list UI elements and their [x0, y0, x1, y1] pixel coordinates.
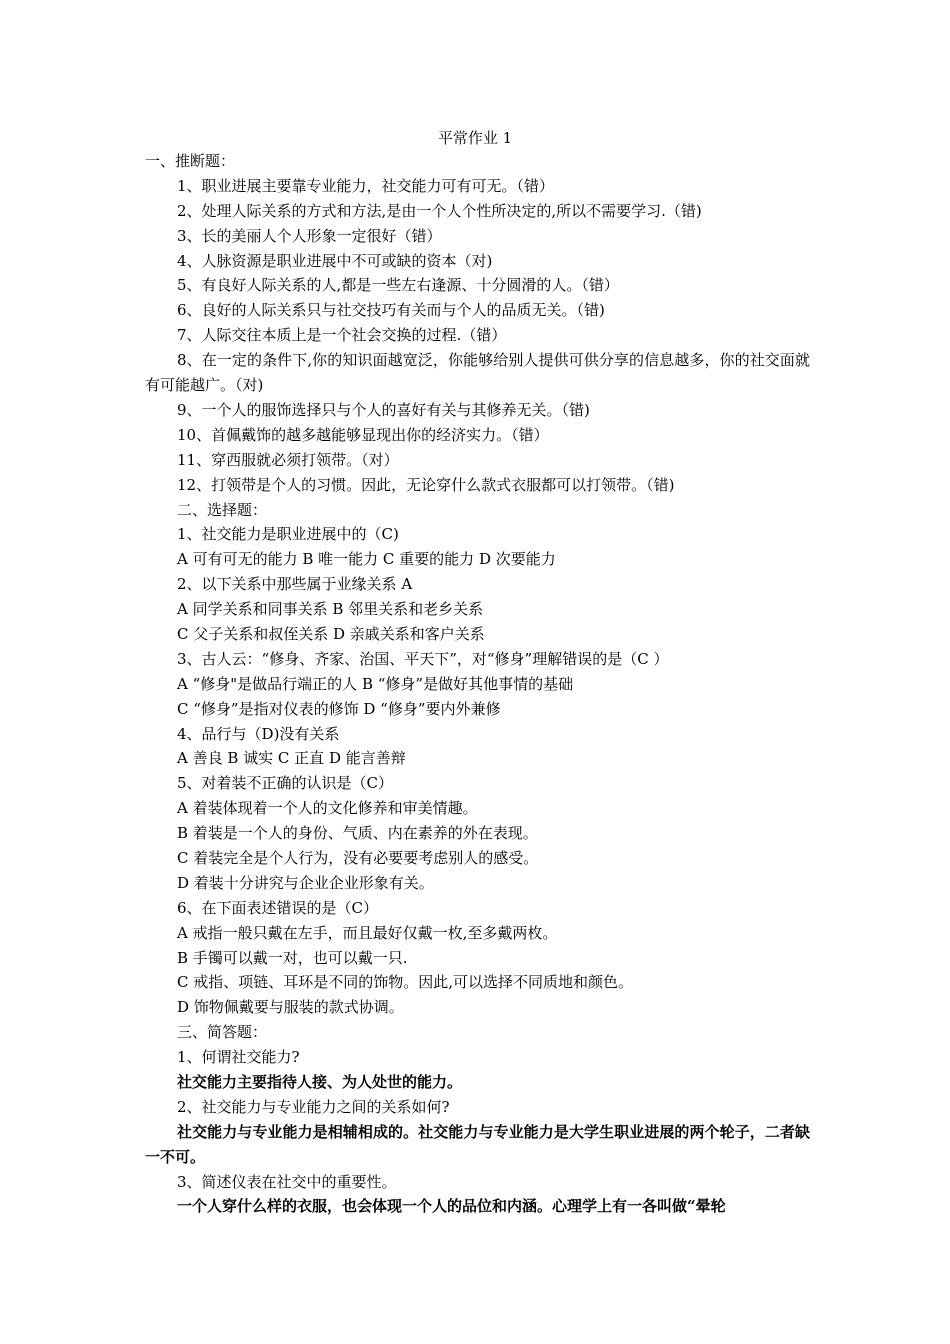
- judgment-item: 1、职业进展主要靠专业能力，社交能力可有可无。（错）: [177, 176, 555, 195]
- choice-line: A 同学关系和同事关系 B 邻里关系和老乡关系: [177, 600, 484, 619]
- section-heading-judgment: 一、推断题：: [145, 152, 236, 170]
- choice-line: A “修身"是做品行端正的人 B “修身”是做好其他事情的基础: [177, 674, 574, 693]
- choice-line: A 戒指一般只戴在左手，而且最好仅戴一枚,至多戴两枚。: [177, 923, 558, 942]
- judgment-item: 10、首佩戴饰的越多越能够显现出你的经济实力。（错）: [177, 425, 549, 444]
- section-heading-choice: 二、选择题：: [177, 500, 268, 519]
- judgment-item: 2、处理人际关系的方式和方法,是由一个人个性所决定的,所以不需要学习.（错): [177, 201, 702, 220]
- choice-line: 5、对着装不正确的认识是（C）: [177, 774, 394, 793]
- judgment-item: 8、在一定的条件下,你的知识面越宽泛，你能够给别人提供可供分享的信息越多，你的社交面就有可能越广。（对): [145, 351, 810, 395]
- choice-line: D 饰物佩戴要与服装的款式协调。: [177, 998, 404, 1017]
- judgment-item: 4、人脉资源是职业进展中不可或缺的资本（对): [177, 251, 493, 270]
- choice-line: A 可有可无的能力 B 唯一能力 C 重要的能力 D 次要能力: [177, 550, 556, 569]
- short-answer-answer: 社交能力与专业能力是相辅相成的。社交能力与专业能力是大学生职业进展的两个轮子，二者缺一不可。: [145, 1122, 810, 1166]
- choice-line: B 手镯可以戴一对，也可以戴一只.: [177, 948, 408, 967]
- judgment-item: 6、良好的人际关系只与社交技巧有关而与个人的品质无关。（错): [177, 301, 605, 320]
- judgment-item: 9、一个人的服饰选择只与个人的喜好有关与其修养无关。（错): [177, 400, 590, 419]
- judgment-item: 5、有良好人际关系的人,都是一些左右逢源、十分圆滑的人。（错）: [177, 276, 619, 295]
- judgment-item: 11、穿西服就必须打领带。（对）: [177, 450, 399, 469]
- page-title: 平常作业 1: [437, 129, 513, 147]
- choice-line: C 着装完全是个人行为，没有必要要考虑别人的感受。: [177, 848, 539, 867]
- short-answer-answer: 一个人穿什么样的衣服，也会体现一个人的品位和内涵。心理学上有一各叫做“晕轮: [177, 1197, 726, 1216]
- choice-line: A 着装体现着一个人的文化修养和审美情趣。: [177, 799, 478, 818]
- section-heading-short-answer: 三、简答题：: [177, 1023, 268, 1042]
- choice-line: 6、在下面表述错误的是（C）: [177, 898, 379, 917]
- choice-line: A 善良 B 诚实 C 正直 D 能言善辩: [177, 749, 406, 768]
- document-body: [145, 149, 810, 1219]
- choice-line: C 父子关系和叔侄关系 D 亲戚关系和客户关系: [177, 624, 485, 643]
- choice-line: B 着装是一个人的身份、气质、内在素养的外在表现。: [177, 824, 538, 843]
- judgment-item: 12、打领带是个人的习惯。因此，无论穿什么款式衣服都可以打领带。（错): [177, 475, 675, 494]
- choice-line: D 着装十分讲究与企业企业形象有关。: [177, 873, 434, 892]
- short-answer-question: 3、简述仪表在社交中的重要性。: [177, 1172, 397, 1191]
- choice-line: 3、古人云：“修身、齐家、治国、平天下”，对“修身”理解错误的是（C ）: [177, 649, 669, 668]
- choice-line: 4、品行与（D)没有关系: [177, 724, 340, 743]
- choice-line: C 戒指、项链、耳环是不同的饰物。因此,可以选择不同质地和颜色。: [177, 973, 634, 992]
- judgment-item: 3、长的美丽人个人形象一定很好（错）: [177, 226, 442, 245]
- short-answer-question: 2、社交能力与专业能力之间的关系如何?: [177, 1097, 450, 1116]
- short-answer-question: 1、何谓社交能力?: [177, 1048, 300, 1067]
- choice-line: 2、以下关系中那些属于业缘关系 A: [177, 575, 413, 594]
- short-answer-answer: 社交能力主要指待人接、为人处世的能力。: [177, 1072, 463, 1091]
- choice-line: 1、社交能力是职业进展中的（C): [177, 525, 399, 544]
- judgment-item: 7、人际交往本质上是一个社会交换的过程.（错）: [177, 326, 507, 345]
- choice-line: C “修身”是指对仪表的修饰 D “修身”要内外兼修: [177, 699, 501, 718]
